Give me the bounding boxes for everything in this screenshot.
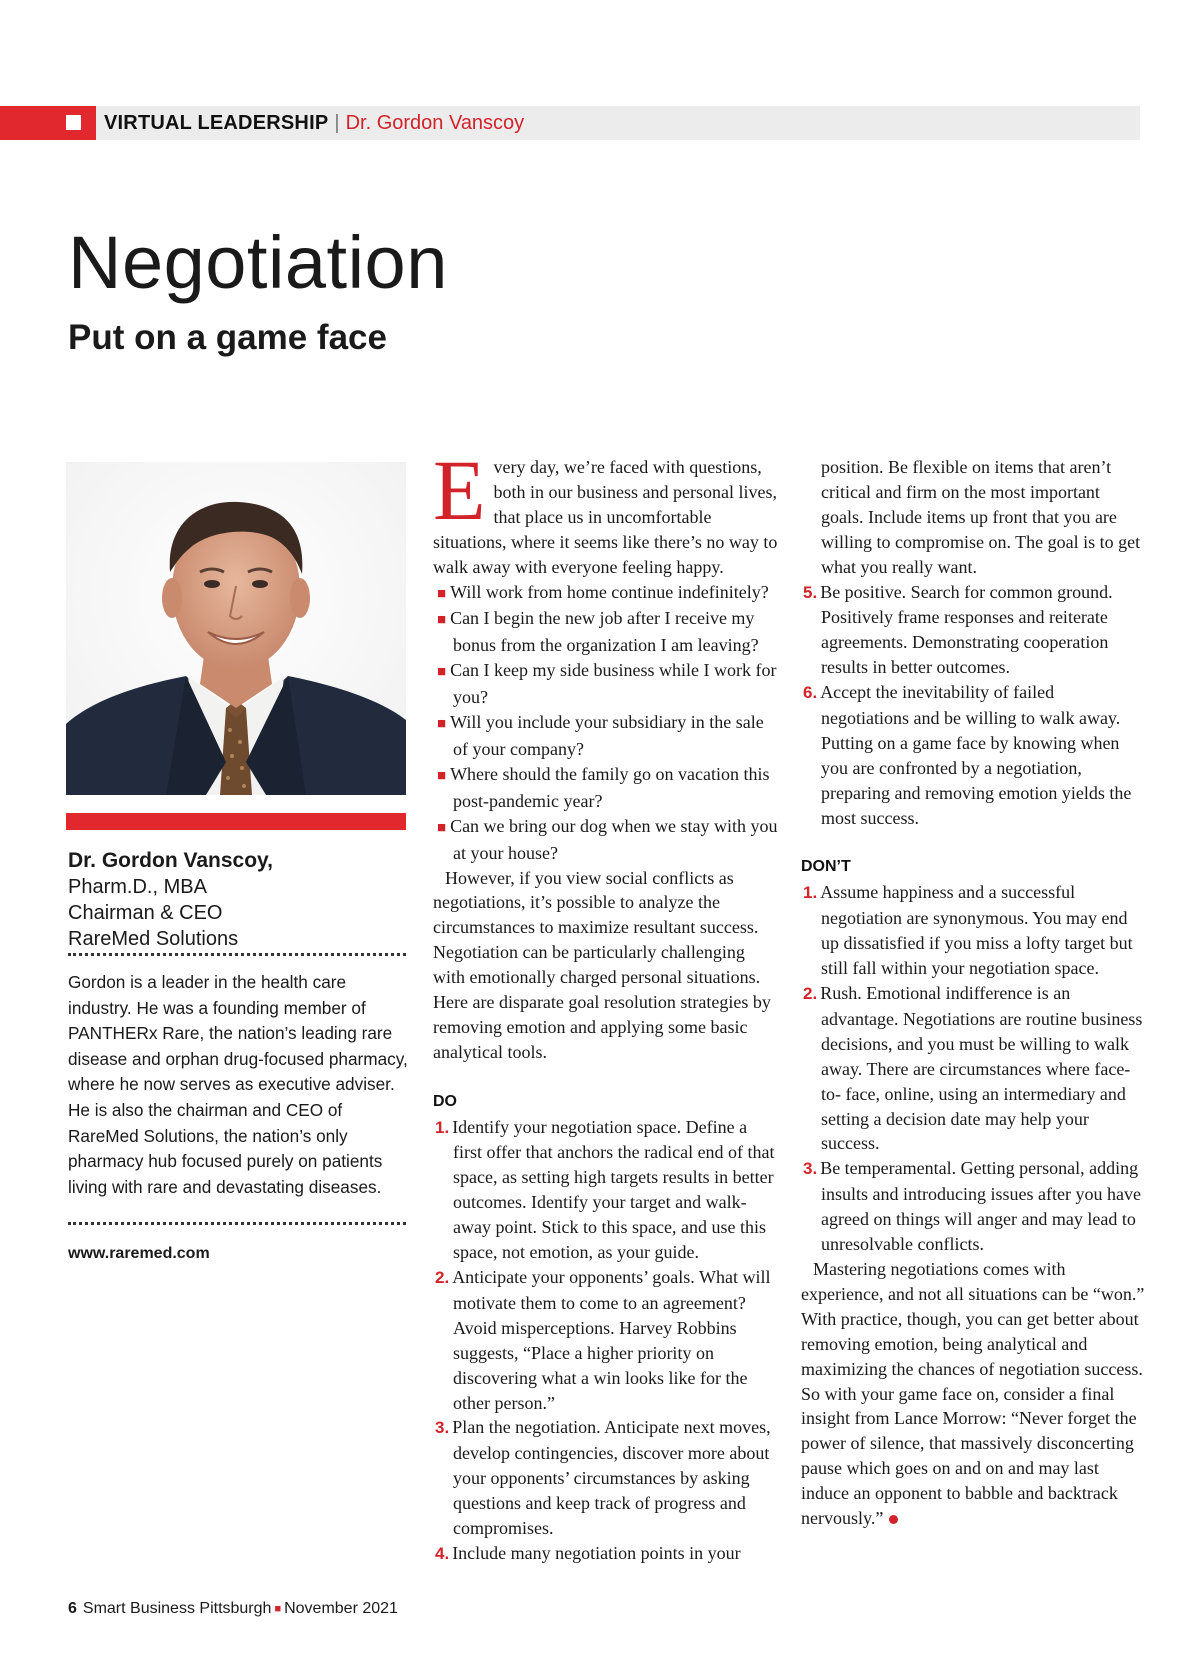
dont-item: 3. Be temperamental. Getting personal, adding insults and introducing issues after you have agreed on things will anger and may lead to unresolvable conflicts.	[803, 1158, 1141, 1255]
do-item: 6. Accept the inevitability of failed negotiations and be willing to walk away. Putting on a game face by knowing when you are confronted by a negotiation, preparing and removing emotion yields the most success.	[803, 682, 1132, 828]
author-photo	[66, 462, 406, 795]
header-author: Dr. Gordon Vanscoy	[345, 112, 525, 134]
page-footer	[68, 1600, 398, 1618]
dont-heading: DON’T	[801, 858, 851, 876]
footer-square-icon: ■	[274, 1603, 282, 1615]
do-item: 5. Be positive. Search for common ground. Positively frame responses and reiterate agreements. Demonstrating cooperation results in better outcomes.	[803, 581, 1113, 678]
question-item: ■ Can I keep my side business while I work for you?	[437, 660, 777, 708]
section-header	[104, 106, 524, 140]
bio-divider-bottom	[68, 1222, 406, 1225]
do-heading: DO	[433, 1092, 457, 1110]
article-title: Negotiation	[68, 221, 448, 304]
publication-name: Smart Business Pittsburgh	[82, 1600, 272, 1617]
article-column-1	[433, 442, 778, 1567]
intro-paragraph	[433, 442, 778, 580]
page-number: 6	[68, 1600, 77, 1617]
author-credentials: Pharm.D., MBA	[68, 876, 207, 898]
author-role: Chairman & CEO	[68, 902, 223, 924]
do-item: 4. Include many negotiation points in your	[435, 1542, 741, 1563]
dont-item: 2. Rush. Emotional indifference is an advantage. Negotiations are routine business decisions, and you must be willing to walk away. There are circumstances where face-to- face, online, using an intermediary and setting a decision date may help your success.	[803, 983, 1143, 1154]
do-item: 2. Anticipate your opponents’ goals. What will motivate them to come to an agreement? Avoid misperceptions. Harvey Robbins suggests, “Place a higher priority on discovering what a win looks like for the other person.”	[435, 1266, 771, 1413]
bio-accent-bar	[66, 813, 406, 830]
author-name: Dr. Gordon Vanscoy,	[68, 849, 273, 872]
author-bio-header	[68, 848, 408, 952]
do-item: 3. Plan the negotiation. Anticipate next moves, develop contingencies, discover more about your opponents’ circumstances by asking questions and keep track of progress and compromises.	[435, 1417, 771, 1539]
closing-paragraph: Mastering negotiations comes with experience, and not all situations can be “won.” With practice, though, you can get better about removing emotion, being analytical and maximizing the chances of negotiation success. So with your game face on, consider a final insight from Lance Morrow: “Never forget the power of silence, that massively disconcerting pause which goes on and on and may last induce an opponent to babble and backtrack nervously.”	[801, 1258, 1145, 1529]
header-square-icon	[66, 115, 81, 130]
author-description: Gordon is a leader in the health care industry. He was a founding member of PANTHERx Rare, the nation’s leading rare disease and orphan drug-focused pharmacy, where he now serves as executive adviser. He is also the chairman and CEO of RareMed Solutions, the nation’s only pharmacy hub focused purely on patients living with rare and devastating diseases.	[68, 972, 408, 1197]
do-item: 1. Identify your negotiation space. Define a first offer that anchors the radical end of that space, as setting high targets results in better outcomes. Identify your target and walk-away point. Stick to this space, and use this space, not emotion, as your guide.	[435, 1116, 775, 1263]
header-separator: |	[334, 112, 340, 134]
question-item: ■ Can I begin the new job after I receive my bonus from the organization I am leaving?	[437, 608, 759, 656]
drop-cap: E	[433, 442, 486, 538]
author-company: RareMed Solutions	[68, 928, 239, 950]
question-item: ■ Where should the family go on vacation this post-pandemic year?	[437, 763, 770, 811]
end-mark-icon	[889, 1515, 898, 1524]
intro-text: very day, we’re faced with questions, both in our business and personal lives, that place us in uncomfortable situations, where it seems like there’s no way to walk away with everyone feeling happy.	[433, 457, 778, 577]
question-item: ■ Can we bring our dog when we stay with you at your house?	[437, 815, 778, 863]
article-column-2	[801, 455, 1146, 1531]
dont-item: 1. Assume happiness and a successful negotiation are synonymous. You may end up dissatisfied if you miss a lofty target but still fall within your negotiation space.	[803, 882, 1133, 979]
body-paragraph: However, if you view social conflicts as negotiations, it’s possible to analyze the circumstances to maximize resultant success. Negotiation can be particularly challenging with emotionally charged personal situations. Here are disparate goal resolution strategies by removing emotion and applying some basic analytical tools.	[433, 867, 771, 1062]
issue-date: November 2021	[284, 1600, 398, 1617]
author-website-link[interactable]: www.raremed.com	[68, 1245, 210, 1262]
question-item: ■ Will you include your subsidiary in the sale of your company?	[437, 712, 764, 759]
question-item: ■ Will work from home continue indefinitely?	[437, 581, 769, 602]
bio-divider-top	[68, 953, 406, 956]
section-label: VIRTUAL LEADERSHIP	[104, 112, 329, 134]
header-accent-block	[0, 106, 96, 140]
do-item-continued: position. Be flexible on items that aren’t critical and firm on the most important goals. Include items up front that you are willing to compromise on. The goal is to get what you really want.	[821, 457, 1141, 577]
article-subtitle: Put on a game face	[68, 318, 387, 357]
